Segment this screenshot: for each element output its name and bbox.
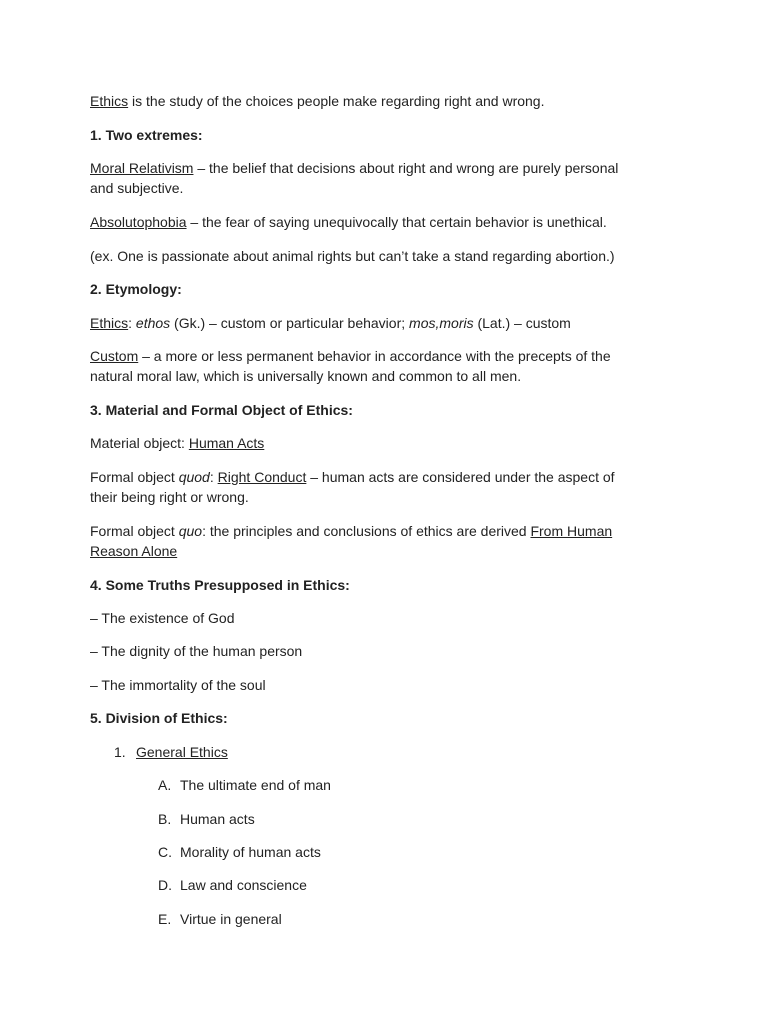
etymology-lat: (Lat.) – custom — [473, 315, 571, 331]
term-custom: Custom — [90, 348, 139, 364]
formal-object-quod-text-2: their being right or wrong. — [90, 489, 249, 505]
subitem-text: Law and conscience — [180, 877, 307, 893]
formal-object-quo-value-2: Reason Alone — [90, 543, 178, 559]
formal-object-quod-paragraph — [90, 467, 670, 507]
subitem-text: Virtue in general — [180, 911, 282, 927]
list-number: 1. — [114, 744, 126, 760]
intro-text: is the study of the choices people make regarding right and wrong. — [128, 93, 545, 109]
subitem-text: Morality of human acts — [180, 844, 321, 860]
etymology-colon: : — [128, 315, 136, 331]
absolutophobia-paragraph — [90, 212, 670, 232]
formal-object-quo-value-1: From Human — [530, 523, 613, 539]
formal-object-quod-text-1: – human acts are considered under the aspect of — [306, 469, 615, 485]
moral-relativism-text-1: – the belief that decisions about right and wrong are purely personal — [193, 160, 619, 176]
formal-object-quo-text: : the principles and conclusions of ethics are derived — [202, 523, 531, 539]
term-quo: quo — [178, 523, 203, 539]
quod-colon: : — [209, 469, 218, 485]
section-5-heading: 5. Division of Ethics: — [90, 710, 228, 726]
subitem-letter: A. — [158, 777, 172, 793]
subitem-text: Human acts — [180, 811, 255, 827]
intro-paragraph — [90, 91, 670, 111]
subitem-text: The ultimate end of man — [180, 777, 331, 793]
formal-object-quo-label: Formal object — [90, 523, 179, 539]
section-3-heading: 3. Material and Formal Object of Ethics: — [90, 402, 353, 418]
custom-text-2: natural moral law, which is universally known and common to all men. — [90, 368, 522, 384]
subitem-letter: C. — [158, 844, 172, 860]
truth-item: – The immortality of the soul — [90, 677, 266, 693]
custom-paragraph — [90, 346, 670, 386]
formal-object-quod-value: Right Conduct — [217, 469, 307, 485]
term-mos-moris: mos,moris — [409, 315, 474, 331]
term-ethics-etymology: Ethics — [90, 315, 129, 331]
truth-item: – The existence of God — [90, 610, 235, 626]
material-object-value: Human Acts — [188, 435, 265, 451]
subitem-letter: B. — [158, 811, 172, 827]
absolutophobia-text: – the fear of saying unequivocally that certain behavior is unethical. — [186, 214, 607, 230]
term-moral-relativism: Moral Relativism — [90, 160, 194, 176]
moral-relativism-paragraph — [90, 158, 670, 198]
subitem-letter: D. — [158, 877, 172, 893]
custom-text-1: – a more or less permanent behavior in accordance with the precepts of the — [138, 348, 611, 364]
term-absolutophobia: Absolutophobia — [90, 214, 187, 230]
example-paragraph: (ex. One is passionate about animal rights but can’t take a stand regarding abortion.) — [90, 248, 615, 264]
etymology-paragraph — [90, 313, 670, 333]
truth-item: – The dignity of the human person — [90, 643, 303, 659]
term-ethos: ethos — [135, 315, 171, 331]
material-object-label: Material object: — [90, 435, 189, 451]
section-1-heading: 1. Two extremes: — [90, 127, 203, 143]
section-4-heading: 4. Some Truths Presupposed in Ethics: — [90, 577, 350, 593]
etymology-gk: (Gk.) – custom or particular behavior; — [170, 315, 410, 331]
subitem-letter: E. — [158, 911, 172, 927]
material-object-paragraph — [90, 433, 670, 453]
formal-object-quo-paragraph — [90, 521, 670, 561]
section-2-heading: 2. Etymology: — [90, 281, 182, 297]
moral-relativism-text-2: and subjective. — [90, 180, 184, 196]
general-ethics-label: General Ethics — [136, 744, 228, 760]
term-quod: quod — [178, 469, 210, 485]
term-ethics: Ethics — [90, 93, 129, 109]
formal-object-quod-label: Formal object — [90, 469, 179, 485]
